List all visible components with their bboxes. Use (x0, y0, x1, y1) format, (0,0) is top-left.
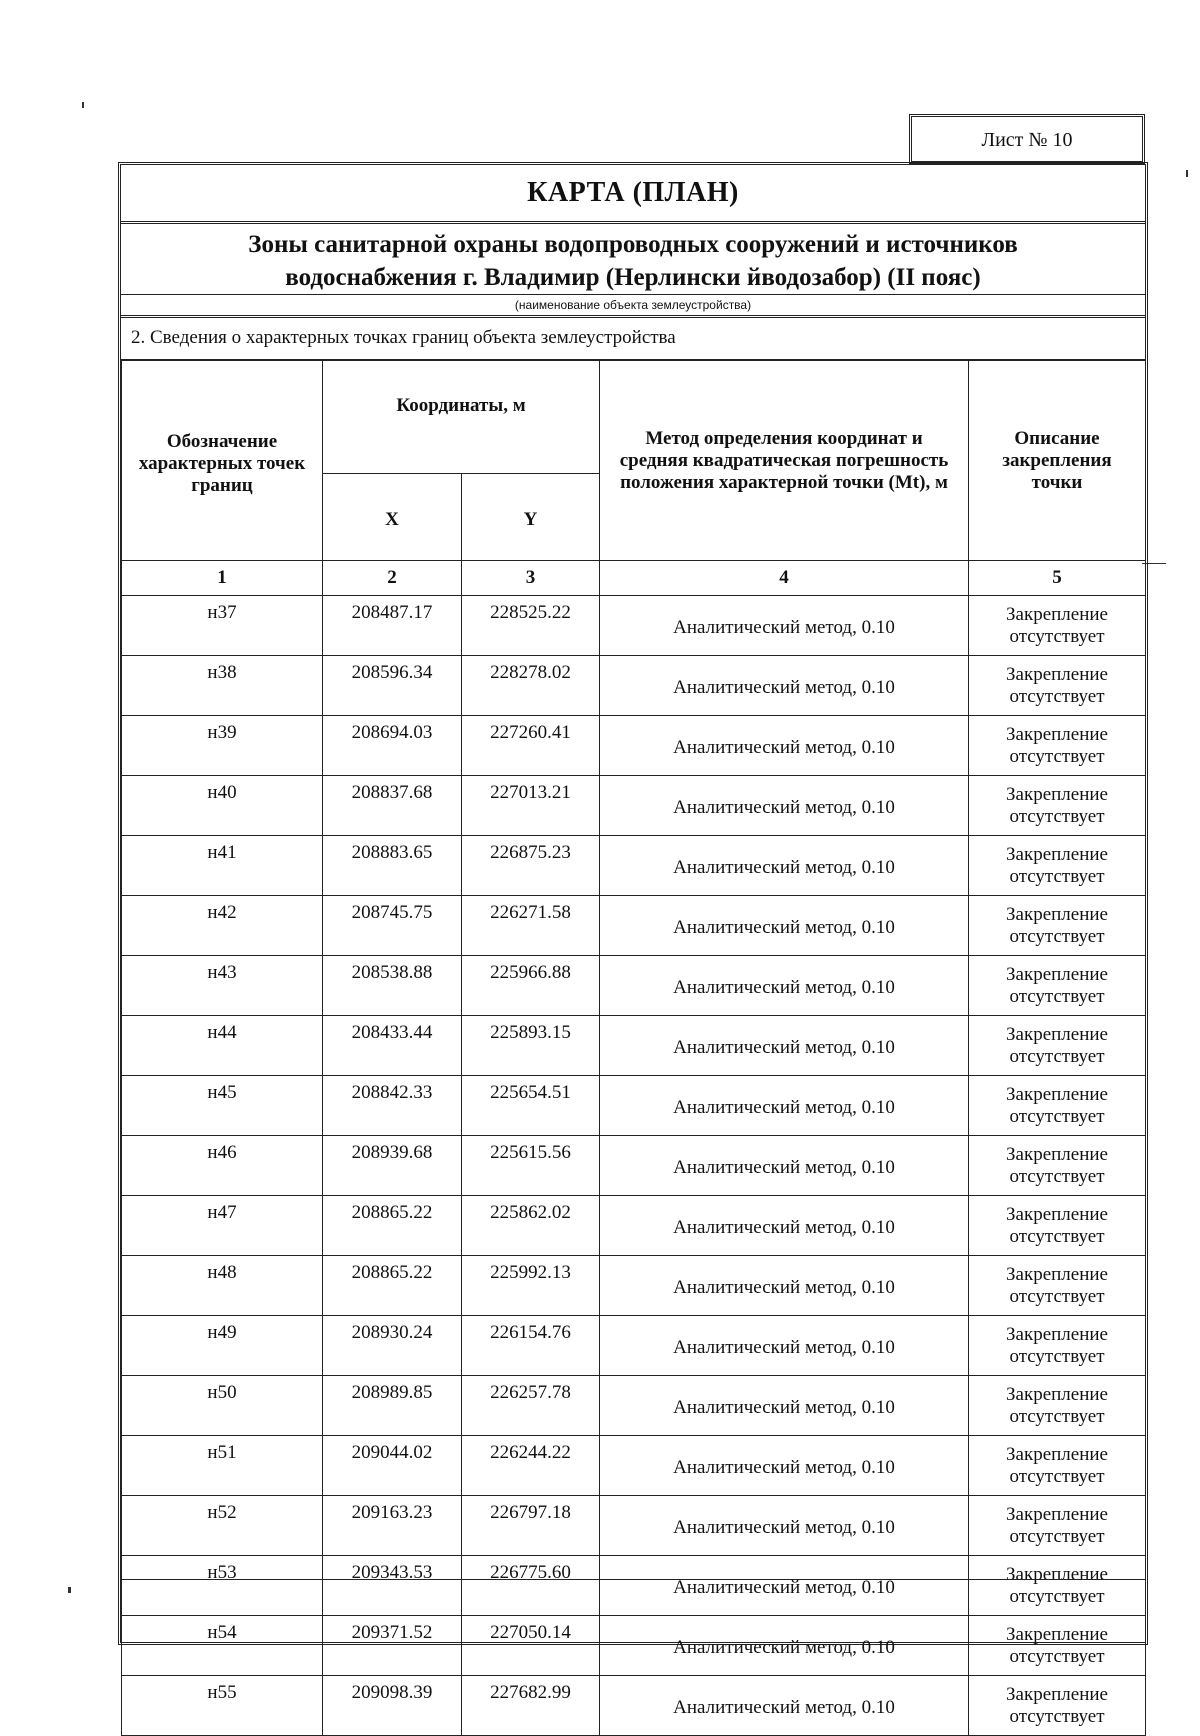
fixation-line-1: Закрепление (1006, 1083, 1108, 1105)
coord-x: 208538.88 (323, 956, 462, 1016)
method-cell: Аналитический метод, 0.10 (600, 1136, 969, 1196)
method-cell: Аналитический метод, 0.10 (600, 1616, 969, 1676)
fixation-cell (969, 596, 1146, 656)
method-cell: Аналитический метод, 0.10 (600, 1016, 969, 1076)
document-frame (118, 162, 1148, 1727)
header-point: Обозначение характерных точек границ (122, 361, 323, 561)
fixation-line-2: отсутствует (1009, 745, 1105, 767)
coord-x: 208930.24 (323, 1316, 462, 1376)
column-number: 5 (969, 561, 1146, 596)
fixation-line-2: отсутствует (1009, 1525, 1105, 1547)
section-title: 2. Сведения о характерных точках границ объекта землеустройства (131, 327, 676, 348)
fixation-line-2: отсутствует (1009, 1705, 1105, 1727)
column-numbers-row (122, 561, 1146, 596)
coord-y: 225966.88 (462, 956, 600, 1016)
coord-y: 228525.22 (462, 596, 600, 656)
fixation-line-2: отсутствует (1009, 1225, 1105, 1247)
method-cell: Аналитический метод, 0.10 (600, 1556, 969, 1616)
method-cell: Аналитический метод, 0.10 (600, 1376, 969, 1436)
fixation-line-2: отсутствует (1009, 1105, 1105, 1127)
table-row (122, 1376, 1146, 1436)
method-cell: Аналитический метод, 0.10 (600, 1436, 969, 1496)
method-cell: Аналитический метод, 0.10 (600, 836, 969, 896)
fixation-cell (969, 1676, 1146, 1736)
column-number: 2 (323, 561, 462, 596)
fixation-cell (969, 836, 1146, 896)
coord-x: 208883.65 (323, 836, 462, 896)
fixation-cell (969, 1436, 1146, 1496)
column-number: 1 (122, 561, 323, 596)
fixation-cell (969, 1136, 1146, 1196)
coord-y: 227260.41 (462, 716, 600, 776)
point-id: н43 (122, 956, 323, 1016)
column-number: 3 (462, 561, 600, 596)
coord-y: 226775.60 (462, 1556, 600, 1616)
object-name-row (121, 224, 1145, 295)
coord-y: 226797.18 (462, 1496, 600, 1556)
coord-x: 208939.68 (323, 1136, 462, 1196)
fixation-line-2: отсутствует (1009, 1645, 1105, 1667)
fixation-line-2: отсутствует (1009, 1585, 1105, 1607)
coord-y: 225992.13 (462, 1256, 600, 1316)
fixation-line-2: отсутствует (1009, 865, 1105, 887)
header-method: Метод определения координат и средняя квадратическая погрешность положения характерной точки (Mt), м (600, 361, 969, 561)
fixation-line-1: Закрепление (1006, 1203, 1108, 1225)
sheet-number: Лист № 10 (981, 129, 1073, 151)
point-id: н37 (122, 596, 323, 656)
method-cell: Аналитический метод, 0.10 (600, 776, 969, 836)
coord-x: 209343.53 (323, 1556, 462, 1616)
fixation-line-2: отсутствует (1009, 1405, 1105, 1427)
fixation-line-1: Закрепление (1006, 1623, 1108, 1645)
fixation-cell (969, 776, 1146, 836)
fixation-line-1: Закрепление (1006, 1443, 1108, 1465)
fixation-line-1: Закрепление (1006, 603, 1108, 625)
object-name-line-1: Зоны санитарной охраны водопроводных сооружений и источников (248, 231, 1018, 258)
fixation-line-2: отсутствует (1009, 925, 1105, 947)
point-id: н53 (122, 1556, 323, 1616)
table-row (122, 836, 1146, 896)
coord-y: 226244.22 (462, 1436, 600, 1496)
coord-x: 208842.33 (323, 1076, 462, 1136)
coord-x: 209044.02 (323, 1436, 462, 1496)
method-cell: Аналитический метод, 0.10 (600, 1076, 969, 1136)
fixation-line-2: отсутствует (1009, 805, 1105, 827)
table-row (122, 1676, 1146, 1736)
point-id: н51 (122, 1436, 323, 1496)
scan-speck (1186, 170, 1188, 177)
fixation-line-1: Закрепление (1006, 903, 1108, 925)
coord-y: 226154.76 (462, 1316, 600, 1376)
header-coords: Координаты, м (323, 361, 600, 474)
fixation-line-1: Закрепление (1006, 1323, 1108, 1345)
table-row (122, 596, 1146, 656)
fixation-cell (969, 1076, 1146, 1136)
fixation-cell (969, 1376, 1146, 1436)
coord-x: 208694.03 (323, 716, 462, 776)
column-number: 4 (600, 561, 969, 596)
fixation-line-1: Закрепление (1006, 663, 1108, 685)
table-row (122, 656, 1146, 716)
fixation-line-1: Закрепление (1006, 1263, 1108, 1285)
method-cell: Аналитический метод, 0.10 (600, 956, 969, 1016)
object-caption-row (121, 295, 1145, 318)
header-x: X (323, 474, 462, 561)
section-row (121, 318, 1145, 360)
header-fix: Описание закрепления точки (969, 361, 1146, 561)
point-id: н45 (122, 1076, 323, 1136)
table-row (122, 716, 1146, 776)
fixation-line-2: отсутствует (1009, 1045, 1105, 1067)
title-row (121, 165, 1145, 224)
fixation-line-1: Закрепление (1006, 1503, 1108, 1525)
table-row (122, 1256, 1146, 1316)
empty-bottom-row (121, 1579, 1145, 1642)
coord-y: 228278.02 (462, 656, 600, 716)
coord-y: 225893.15 (462, 1016, 600, 1076)
fixation-line-1: Закрепление (1006, 843, 1108, 865)
fixation-line-2: отсутствует (1009, 685, 1105, 707)
method-cell: Аналитический метод, 0.10 (600, 1256, 969, 1316)
coord-x: 208865.22 (323, 1256, 462, 1316)
point-id: н44 (122, 1016, 323, 1076)
fixation-line-1: Закрепление (1006, 1023, 1108, 1045)
coord-x: 208865.22 (323, 1196, 462, 1256)
header-y: Y (462, 474, 600, 561)
scan-speck (82, 102, 84, 108)
coord-x: 209098.39 (323, 1676, 462, 1736)
method-cell: Аналитический метод, 0.10 (600, 716, 969, 776)
point-id: н40 (122, 776, 323, 836)
fixation-cell (969, 956, 1146, 1016)
fixation-cell (969, 1496, 1146, 1556)
fixation-line-1: Закрепление (1006, 1383, 1108, 1405)
coord-x: 208433.44 (323, 1016, 462, 1076)
method-cell: Аналитический метод, 0.10 (600, 1316, 969, 1376)
fixation-line-2: отсутствует (1009, 1345, 1105, 1367)
page-title: КАРТА (ПЛАН) (527, 177, 739, 208)
table-row (122, 1196, 1146, 1256)
point-id: н48 (122, 1256, 323, 1316)
table-row (122, 776, 1146, 836)
point-id: н47 (122, 1196, 323, 1256)
point-id: н38 (122, 656, 323, 716)
table-row (122, 896, 1146, 956)
fixation-cell (969, 1316, 1146, 1376)
point-id: н39 (122, 716, 323, 776)
fixation-line-2: отсутствует (1009, 625, 1105, 647)
point-id: н55 (122, 1676, 323, 1736)
coord-x: 208837.68 (323, 776, 462, 836)
fixation-cell (969, 1196, 1146, 1256)
point-id: н41 (122, 836, 323, 896)
coord-y: 225615.56 (462, 1136, 600, 1196)
fixation-line-2: отсутствует (1009, 1285, 1105, 1307)
fixation-line-1: Закрепление (1006, 1143, 1108, 1165)
sheet-number-box (909, 114, 1145, 164)
coord-y: 227050.14 (462, 1616, 600, 1676)
object-caption: (наименование объекта землеустройства) (514, 298, 752, 312)
coord-x: 208745.75 (323, 896, 462, 956)
object-name-line-2: водоснабжения г. Владимир (Нерлински йводозабор) (II пояс) (285, 264, 981, 291)
fixation-line-2: отсутствует (1009, 1165, 1105, 1187)
coord-y: 225862.02 (462, 1196, 600, 1256)
table-row (122, 1136, 1146, 1196)
method-cell: Аналитический метод, 0.10 (600, 896, 969, 956)
fixation-line-1: Закрепление (1006, 783, 1108, 805)
point-id: н52 (122, 1496, 323, 1556)
method-cell: Аналитический метод, 0.10 (600, 1196, 969, 1256)
coord-x: 208989.85 (323, 1376, 462, 1436)
fixation-cell (969, 1016, 1146, 1076)
coord-y: 226271.58 (462, 896, 600, 956)
point-id: н50 (122, 1376, 323, 1436)
coord-y: 225654.51 (462, 1076, 600, 1136)
coord-x: 208596.34 (323, 656, 462, 716)
coord-x: 209163.23 (323, 1496, 462, 1556)
table-row (122, 1436, 1146, 1496)
table-row (122, 1496, 1146, 1556)
coord-y: 226875.23 (462, 836, 600, 896)
scan-speck (68, 1587, 71, 1593)
fixation-line-1: Закрепление (1006, 1563, 1108, 1585)
point-id: н42 (122, 896, 323, 956)
method-cell: Аналитический метод, 0.10 (600, 1496, 969, 1556)
coord-x: 209371.52 (323, 1616, 462, 1676)
method-cell: Аналитический метод, 0.10 (600, 1676, 969, 1736)
table-row (122, 1316, 1146, 1376)
method-cell: Аналитический метод, 0.10 (600, 596, 969, 656)
point-id: н46 (122, 1136, 323, 1196)
fixation-line-2: отсутствует (1009, 1465, 1105, 1487)
coord-y: 227013.21 (462, 776, 600, 836)
table-row (122, 956, 1146, 1016)
fixation-cell (969, 716, 1146, 776)
table-row (122, 1076, 1146, 1136)
point-id: н49 (122, 1316, 323, 1376)
method-cell: Аналитический метод, 0.10 (600, 656, 969, 716)
fixation-line-1: Закрепление (1006, 723, 1108, 745)
point-id: н54 (122, 1616, 323, 1676)
boundary-points-table (121, 360, 1146, 1736)
table-row (122, 1016, 1146, 1076)
coord-y: 226257.78 (462, 1376, 600, 1436)
fixation-line-1: Закрепление (1006, 963, 1108, 985)
coord-y: 227682.99 (462, 1676, 600, 1736)
fixation-cell (969, 896, 1146, 956)
fixation-line-1: Закрепление (1006, 1683, 1108, 1705)
coord-x: 208487.17 (323, 596, 462, 656)
fixation-line-2: отсутствует (1009, 985, 1105, 1007)
fixation-cell (969, 1256, 1146, 1316)
fixation-cell (969, 656, 1146, 716)
